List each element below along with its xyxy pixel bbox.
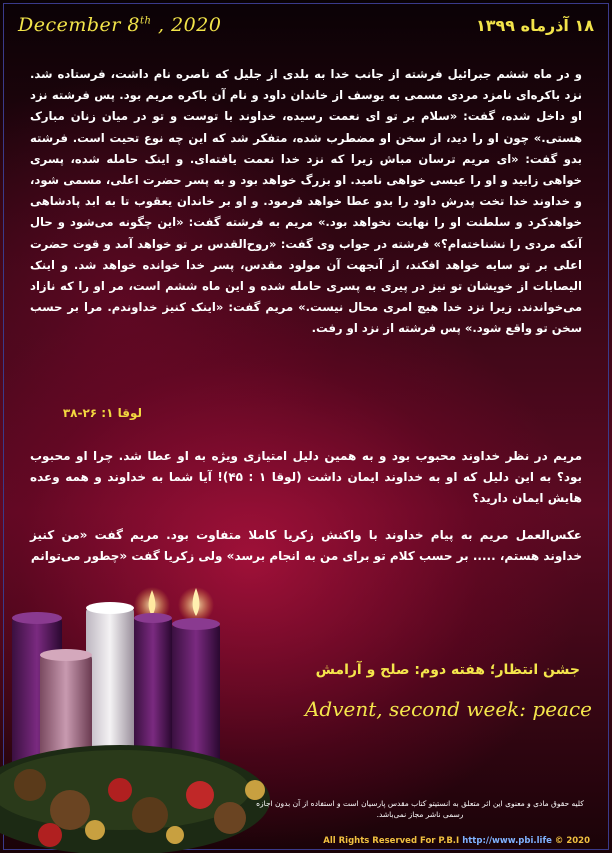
advent-wreath [0,745,270,853]
footer [320,836,590,846]
date-english-day: December 8 [18,14,140,36]
scripture-reference: لوقا ۱: ۲۶-۳۸ [62,406,142,420]
date-english-year: , 2020 [151,14,222,36]
footer-rights: All Rights Reserved For P.B.I [323,836,460,846]
advent-theme-english: Advent, second week: peace [304,697,592,721]
advent-theme-persian: جشن انتظار؛ هفته دوم: صلح و آرامش [315,662,580,678]
white-candle [86,608,134,768]
date-english [18,14,221,36]
scripture-passage: و در ماه ششم جبرائیل فرشته از جانب خدا به بلدی از جلیل که ناصره نام داشت، فرستاده شد. نزد باکره‌ای نامزد مردی مسمی به یوسف از خاندان داود و نام آن باکره مریم بود. پس فرشته نزد او داخل شده، گفت: «سلام بر تو ای نعمت رسیده، خداوند با توست و تو در میان زنان مبارک هستی.» چون او را دید، از سخن او مضطرب شده، متفکر شد که این چه نوع تحیت است. فرشته بدو گفت: «ای مریم ترسان مباش زیرا که نزد خدا نعمت یافته‌ای. و اینک حامله شده، پسری خواهی زایید و او را عیسی خواهی نامید. او بزرگ خواهد بود و به پسر حضرت اعلی، مسمی شود، و خداوند خدا تخت پدرش داود را بدو عطا خواهد فرمود. و او بر خاندان یعقوب تا به ابد پادشاهی خواهدکرد و سلطنت او را نهایت نخواهد بود.» مریم به فرشته گفت: «این چگونه می‌شود و حال آنکه مردی را نشناخته‌ام؟» فرشته در جواب وی گفت: «روح‌القدس بر تو خواهد آمد و قوت حضرت اعلی بر تو سایه خواهد افکند، از آنجهت آن مولود مقدس، پسر خدا خوانده خواهد شد. و اینک الیصابات از خویشان تو نیز در پیری به پسری حامله شده و این ماه ششم است، مر او را که نازاد می‌خواندند. زیرا نزد خدا هیچ امری محال نیست.» مریم گفت: «اینک کنیز خداوندم. مرا بر حسب سخن تو واقع شود.» پس فرشته از نزد او رفت. [30,67,582,336]
website-link[interactable]: http://www.pbi.life [462,836,552,846]
reflection-paragraph-2: عکس‌العمل مریم به پیام خداوند با واکنش زکریا کاملا متفاوت بود. مریم گفت «من کنیز خداوند هستم، ..... بر حسب کلام تو برای من به انجام برسد» ولی زکریا گفت «چطور می‌توانم [30,528,582,563]
date-english-suffix: th [140,15,152,27]
copyright-notice: کلیه حقوق مادی و معنوی این اثر متعلق به انستیتو کتاب مقدس پارسیان است و استفاده از آن بدون اجازه رسمی ناشر مجاز نمی‌باشد. [256,799,584,819]
footer-copyright: © 2020 [554,836,590,846]
date-persian: ۱۸ آذرماه ۱۳۹۹ [476,16,594,35]
reflection-paragraph-1: مریم در نظر خداوند محبوب بود و به همین دلیل امتیازی ویژه به او عطا شد. چرا او محبوب بود؟ به این دلیل که او به خداوند ایمان داشت (لوقا ۱ : ۴۵)! آیا شما به خداوند و همه وعده هایش ایمان دارید؟ [30,449,582,505]
